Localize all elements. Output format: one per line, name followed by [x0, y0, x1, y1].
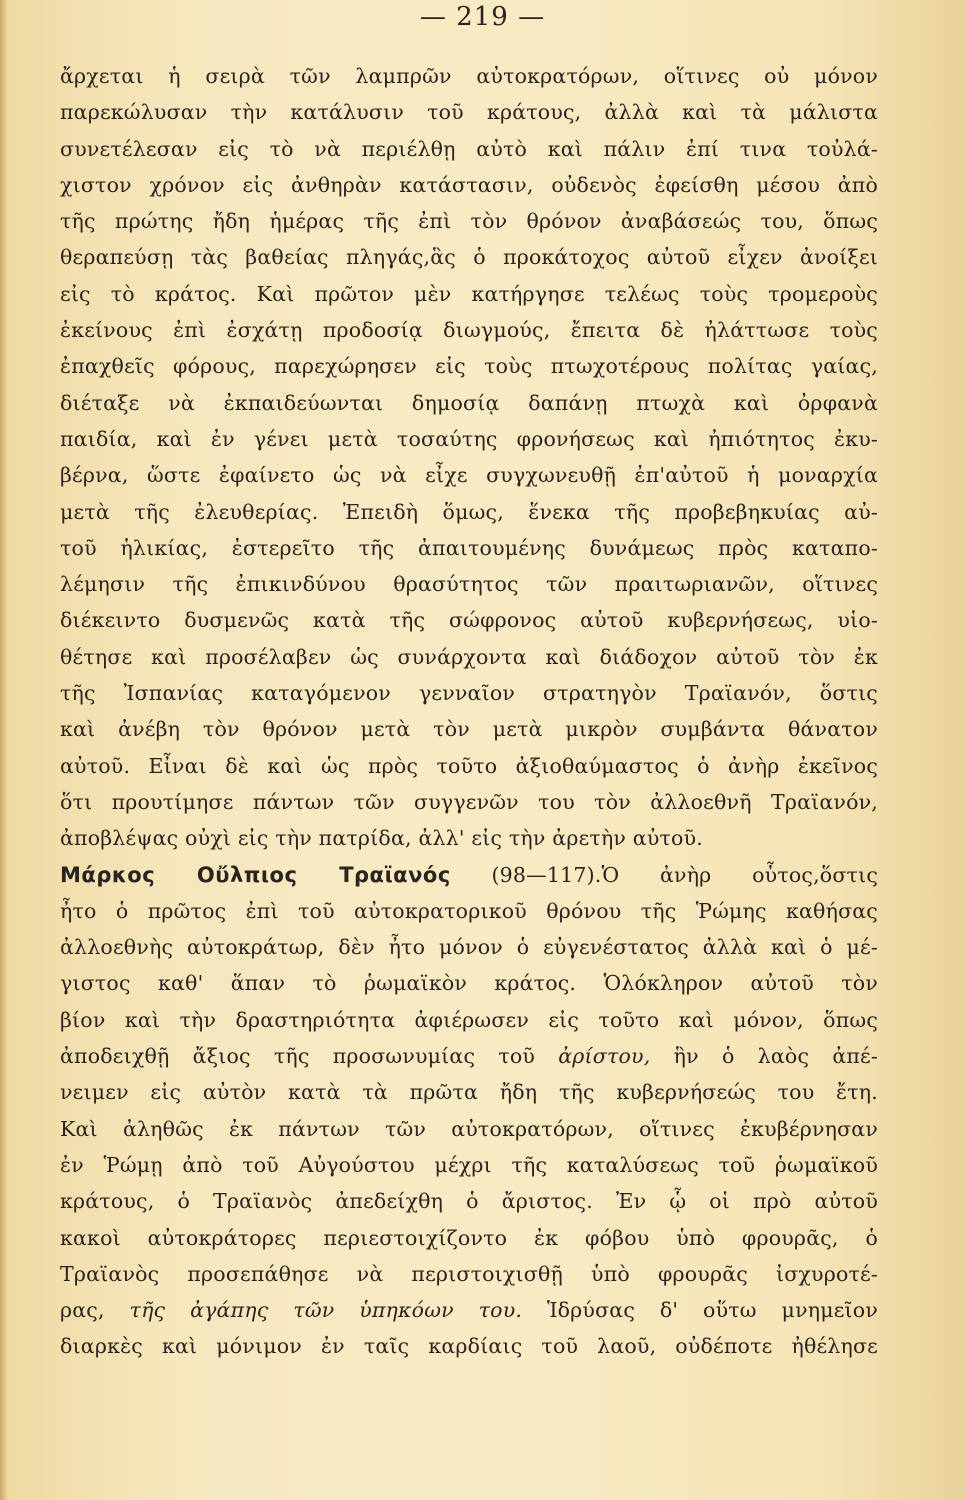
- text-line: μετὰ τῆς ἐλευθερίας. Ἐπειδὴ ὅμως, ἕνεκα τῆς προβεβηκυίας αὐ-: [60, 499, 878, 524]
- text-line: χιστον χρόνον εἰς ἀνθηρὰν κατάστασιν, οὐδενὸς ἐφείσθη μέσου ἀπὸ: [60, 172, 878, 197]
- text-line: [60, 1038, 878, 1074]
- text-line: καὶ ἀνέβη τὸν θρόνον μετὰ τὸν μετὰ μικρὸν συμβάντα θάνατον: [60, 717, 878, 742]
- text-segment: ἣν ὁ λαὸς ἀπέ-: [650, 1044, 878, 1069]
- text-line: [60, 1292, 878, 1328]
- text-line: τῆς Ἰσπανίας καταγόμενον γενναῖον στρατηγὸν Τραϊανόν, ὅστις: [60, 681, 878, 706]
- text-line: Καὶ ἀληθῶς ἐκ πάντων τῶν αὐτοκρατόρων, οἵτινες ἐκυβέρνησαν: [60, 1116, 878, 1141]
- text-line: ὅτι προυτίμησε πάντων τῶν συγγενῶν του τὸν ἀλλοεθνῆ Τραϊανόν,: [60, 789, 878, 814]
- text-line: διέκειντο δυσμενῶς κατὰ τῆς σώφρονος αὐτοῦ κυβερνήσεως, υἱο-: [60, 608, 878, 633]
- text-line: παρεκώλυσαν τὴν κατάλυσιν τοῦ κράτους, ἀλλὰ καὶ τὰ μάλιστα: [60, 100, 878, 125]
- text-line: βέρνα, ὥστε ἐφαίνετο ὡς νὰ εἶχε συγχωνευθῇ ἐπ'αὐτοῦ ἡ μοναρχία: [60, 463, 878, 488]
- text-line: διαρκὲς καὶ μόνιμον ἐν ταῖς καρδίαις τοῦ λαοῦ, οὐδέποτε ἠθέλησε: [60, 1334, 878, 1359]
- text-line: νειμεν εἰς αὐτὸν κατὰ τὰ πρῶτα ἤδη τῆς κυβερνήσεώς του ἔτη.: [60, 1080, 878, 1105]
- text-line: ἐν Ῥώμῃ ἀπὸ τοῦ Αὐγούστου μέχρι τῆς καταλύσεως τοῦ ῥωμαϊκοῦ: [60, 1152, 878, 1177]
- text-line: τοῦ ἡλικίας, ἐστερεῖτο τῆς ἀπαιτουμένης δυνάμεως πρὸς καταπο-: [60, 535, 878, 560]
- text-line: εἰς τὸ κράτος. Καὶ πρῶτον μὲν κατήργησε τελέως τοὺς τρομεροὺς: [60, 281, 878, 306]
- page-number: — 219 —: [419, 2, 546, 32]
- text-line: ἦτο ὁ πρῶτος ἐπὶ τοῦ αὐτοκρατορικοῦ θρόνου τῆς Ῥώμης καθήσας: [60, 898, 878, 923]
- text-line: Τραϊανὸς προσεπάθησε νὰ περιστοιχισθῇ ὑπὸ φρουρᾶς ἰσχυροτέ-: [60, 1261, 878, 1286]
- page-edge-shadow: [0, 0, 8, 1500]
- section-heading-name: Μάρκος Οὔλπιος Τραϊανός: [60, 862, 451, 887]
- text-line: θεραπεύσῃ τὰς βαθείας πληγάς,ἃς ὁ προκάτοχος αὐτοῦ εἶχεν ἀνοίξει: [60, 245, 878, 270]
- text-line: λέμησιν τῆς ἐπικινδύνου θρασύτητος τῶν πραιτωριανῶν, οἵτινες: [60, 572, 878, 597]
- text-line: παιδία, καὶ ἐν γένει μετὰ τοσαύτης φρονήσεως καὶ ἠπιότητος ἐκυ-: [60, 426, 878, 451]
- italic-phrase: ἀρίστου,: [558, 1044, 651, 1069]
- text-line: γιστος καθ' ἅπαν τὸ ῥωμαϊκὸν κράτος. Ὁλόκληρον αὐτοῦ τὸν: [60, 971, 878, 996]
- text-line: ἄρχεται ἡ σειρὰ τῶν λαμπρῶν αὐτοκρατόρων, οἵτινες οὐ μόνον: [60, 64, 878, 88]
- text-line: αὐτοῦ. Εἶναι δὲ καὶ ὡς πρὸς τοῦτο ἀξιοθαύμαστος ὁ ἀνὴρ ἐκεῖνος: [60, 753, 878, 778]
- section-heading-line: [60, 857, 878, 893]
- body-text: [60, 58, 878, 1365]
- paragraph-end-line: ἀποβλέψας οὐχὶ εἰς τὴν πατρίδα, ἀλλ' εἰς τὴν ἀρετὴν αὐτοῦ.: [60, 826, 703, 851]
- italic-phrase: τῆς ἀγάπης τῶν ὑπηκόων του.: [129, 1298, 523, 1323]
- text-segment: ρας,: [60, 1298, 130, 1323]
- text-segment: Ἱδρύσας δ' οὕτω μνημεῖον: [522, 1298, 878, 1323]
- text-line: ἀλλοεθνὴς αὐτοκράτωρ, δὲν ἦτο μόνον ὁ εὐγενέστατος ἀλλὰ καὶ ὁ μέ-: [60, 935, 878, 960]
- text-line: κακοὶ αὐτοκράτορες περιεστοιχίζοντο ἐκ φόβου ὑπὸ φρουρᾶς, ὁ: [60, 1225, 878, 1250]
- text-line: ἐκείνους ἐπὶ ἐσχάτῃ προδοσίᾳ διωγμούς, ἔπειτα δὲ ἠλάττωσε τοὺς: [60, 318, 878, 343]
- text-line: θέτησε καὶ προσέλαβεν ὡς συνάρχοντα καὶ διάδοχον αὐτοῦ τὸν ἐκ: [60, 644, 878, 669]
- text-line: διέταξε νὰ ἐκπαιδεύωνται δημοσίᾳ δαπάνῃ πτωχὰ καὶ ὀρφανὰ: [60, 390, 878, 415]
- section-heading-rest: (98—117).Ὁ ἀνὴρ οὗτος,ὅστις: [450, 862, 878, 887]
- text-line: συνετέλεσαν εἰς τὸ νὰ περιέλθῃ αὐτὸ καὶ πάλιν ἐπί τινα τοὐλά-: [60, 136, 878, 161]
- text-line: ἐπαχθεῖς φόρους, παρεχώρησεν εἰς τοὺς πτωχοτέρους πολίτας γαίας,: [60, 354, 878, 379]
- text-line: κράτους, ὁ Τραϊανὸς ἀπεδείχθη ὁ ἄριστος. Ἐν ᾧ οἱ πρὸ αὐτοῦ: [60, 1189, 878, 1214]
- text-segment: ἀποδειχθῇ ἄξιος τῆς προσωνυμίας τοῦ: [60, 1044, 559, 1069]
- text-line: τῆς πρώτης ἤδη ἡμέρας τῆς ἐπὶ τὸν θρόνον ἀναβάσεώς του, ὅπως: [60, 209, 878, 234]
- text-line: βίον καὶ τὴν δραστηριότητα ἀφιέρωσεν εἰς τοῦτο καὶ μόνον, ὅπως: [60, 1007, 878, 1032]
